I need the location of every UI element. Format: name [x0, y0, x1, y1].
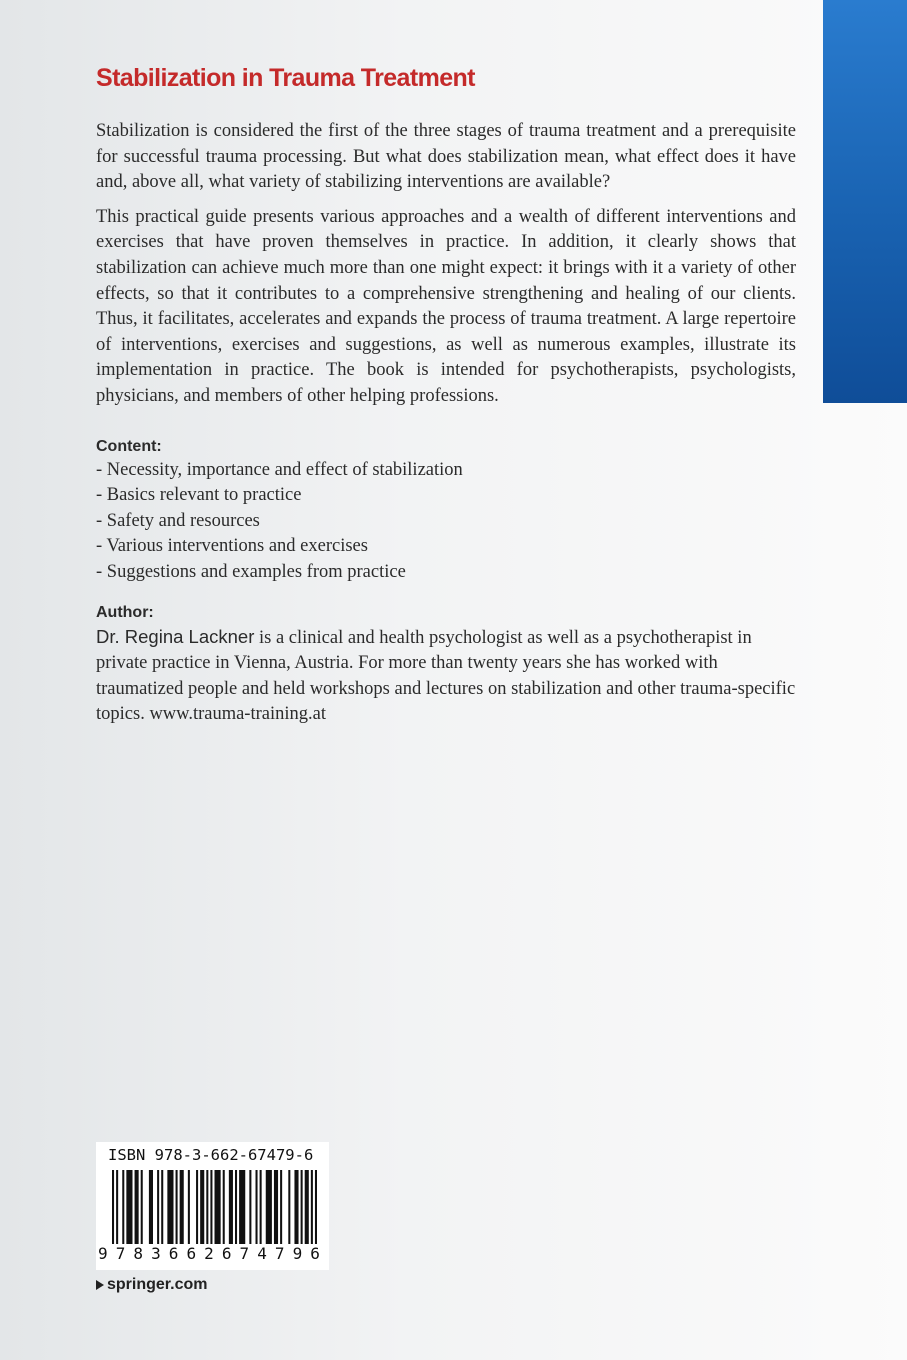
list-item: - Basics relevant to practice [96, 485, 302, 506]
isbn-label: ISBN 978-3-662-67479-6 [108, 1146, 314, 1164]
barcode-digit: 8 [133, 1244, 144, 1263]
list-item: - Suggestions and examples from practice [96, 561, 406, 582]
barcode-digit: 9 [292, 1244, 303, 1263]
content-list [96, 458, 796, 586]
publisher-link[interactable] [96, 1276, 207, 1294]
barcode-icon [104, 1170, 322, 1244]
author-section [96, 602, 796, 728]
barcode-digit: 9 [98, 1244, 108, 1263]
book-title: Stabilization in Trauma Treatment [96, 64, 475, 92]
list-item: - Various interventions and exercises [96, 536, 368, 557]
content-heading: Content: [96, 437, 162, 455]
barcode-digit: 7 [274, 1244, 285, 1263]
isbn-barcode [96, 1142, 329, 1270]
barcode-digit: 4 [257, 1244, 267, 1263]
barcode-digit: 6 [186, 1244, 197, 1263]
back-cover-content [96, 60, 796, 728]
blue-accent-band [823, 0, 907, 403]
author-bio-text: is a clinical and health psychologist as well as a psychotherapist in private practice in Vienna, Austria. For more than twenty years she has worked with traumatized people and held workshops and lectures on stabilization and other trauma-specific topics. www.trauma-training.at [96, 627, 796, 725]
barcode-digit: 6 [221, 1244, 232, 1263]
barcode-digit: 3 [151, 1244, 161, 1263]
barcode-digit: 7 [115, 1244, 126, 1263]
content-section [96, 436, 796, 586]
description-paragraph-1: Stabilization is considered the first of the three stages of trauma treatment and a prerequisite for successful trauma processing. But what does stabilization mean, what effect does it have and, above all, what variety of stabilizing interventions are available? [96, 121, 796, 193]
list-item: - Necessity, importance and effect of stabilization [96, 459, 463, 480]
list-item: - Safety and resources [96, 510, 260, 531]
description-paragraph-2: This practical guide presents various approaches and a wealth of different interventions and exercises that have proven themselves in practice. In addition, it clearly shows that stabilization can achieve much more than one might expect: it brings with it a variety of other effects, so that it contributes to a comprehensive strengthening and healing of our clients. Thus, it facilitates, accelerates and expands the process of trauma treatment. A large repertoire of interventions, exercises and suggestions, as well as numerous examples, illustrate its implementation in practice. The book is intended for psychotherapists, psychologists, physicians, and members of other helping professions. [96, 206, 796, 406]
barcode-digit: 6 [310, 1244, 320, 1263]
barcode-digit: 6 [168, 1244, 179, 1263]
author-heading: Author: [96, 603, 154, 621]
arrow-right-icon [96, 1280, 104, 1290]
barcode-digit: 7 [239, 1244, 250, 1263]
barcode-digits [98, 1244, 320, 1263]
publisher-link-text[interactable]: springer.com [107, 1276, 208, 1293]
author-bio [96, 624, 796, 728]
author-name: Dr. Regina Lackner [96, 625, 255, 647]
barcode-digit: 2 [204, 1244, 214, 1263]
